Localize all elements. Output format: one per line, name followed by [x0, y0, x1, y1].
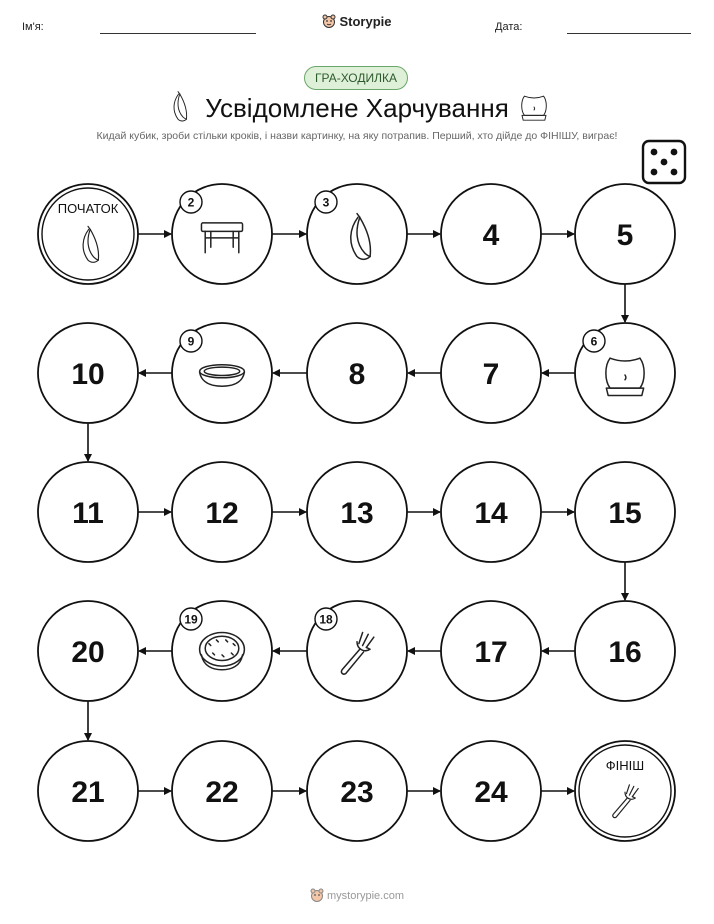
board-cell-11 [38, 462, 138, 562]
name-label: Ім'я: [22, 21, 44, 33]
footer [0, 888, 714, 902]
board-cell-23 [307, 741, 407, 841]
page-title: Усвідомлене Харчування [205, 93, 509, 123]
storypie-logo-icon [310, 888, 324, 902]
instructions: Кидай кубик, зроби стільки кроків, і назви картинку, на яку потрапив. Перший, хто дійде до ФІНІШУ, виграє! [96, 130, 618, 142]
start-label: ПОЧАТОК [57, 201, 119, 216]
cell-number: 22 [205, 776, 239, 809]
board-cell-20 [38, 601, 138, 701]
footer-url: mystorypie.com [326, 890, 405, 902]
finish-label: ФІНІШ [605, 758, 645, 773]
cell-number: 6 [590, 334, 598, 349]
board-cell-3 [307, 184, 407, 284]
cell-number: 4 [482, 219, 500, 252]
board-cell-10 [38, 323, 138, 423]
board-cell-6 [575, 323, 675, 423]
cell-number: 23 [340, 776, 374, 809]
board-cell-17 [441, 601, 541, 701]
board-cell-5 [575, 184, 675, 284]
cell-number: 17 [474, 636, 508, 669]
board-cell-21 [38, 741, 138, 841]
date-label: Дата: [495, 21, 523, 33]
game-type-badge: ГРА-ХОДИЛКА [304, 66, 408, 90]
board-cell-16 [575, 601, 675, 701]
board-cell-7 [441, 323, 541, 423]
board-cell-18 [307, 601, 407, 701]
board-cell-2 [172, 184, 272, 284]
dice-five-icon [643, 141, 685, 183]
cell-number: 15 [608, 497, 642, 530]
cell-number: 3 [322, 195, 330, 210]
board-cell-9 [172, 323, 272, 423]
board-cell-13 [307, 462, 407, 562]
brand-name: Storypie [339, 14, 392, 29]
board-cell-12 [172, 462, 272, 562]
cell-number: 9 [187, 334, 195, 349]
board-cell-15 [575, 462, 675, 562]
cell-number: 13 [340, 497, 374, 530]
board-cell-24 [441, 741, 541, 841]
cell-number: 20 [71, 636, 105, 669]
board-cell-4 [441, 184, 541, 284]
cell-number: 19 [184, 612, 198, 627]
board-cell-1 [38, 184, 138, 284]
cell-number: 5 [616, 219, 634, 252]
cell-number: 10 [71, 358, 105, 391]
board-cells [38, 184, 675, 841]
cell-number: 8 [348, 358, 366, 391]
board-cell-25 [575, 741, 675, 841]
cell-number: 11 [72, 497, 104, 530]
cell-number: 7 [482, 358, 500, 391]
board-cell-8 [307, 323, 407, 423]
cell-number: 16 [608, 636, 642, 669]
board-cell-19 [172, 601, 272, 701]
banana-icon [174, 92, 187, 121]
cell-number: 21 [71, 776, 105, 809]
board-cell-22 [172, 741, 272, 841]
cell-number: 12 [205, 497, 239, 530]
cell-number: 24 [474, 776, 508, 809]
cell-number: 2 [187, 195, 195, 210]
belly-icon [522, 96, 547, 120]
cell-number: 14 [474, 497, 508, 530]
cell-number: 18 [319, 612, 333, 627]
board-cell-14 [441, 462, 541, 562]
